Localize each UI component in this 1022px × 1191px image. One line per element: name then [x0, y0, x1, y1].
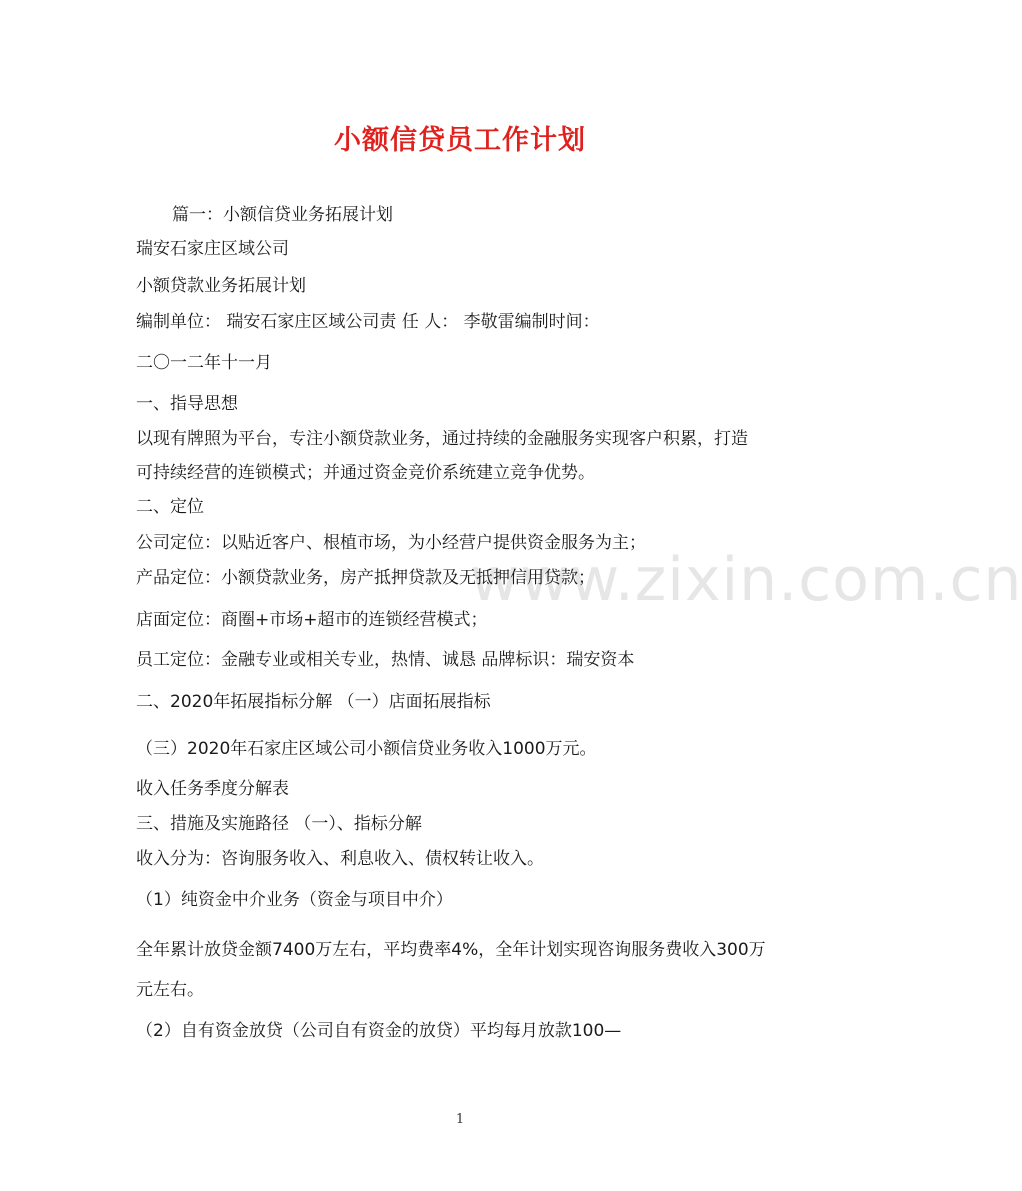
- paragraph-line: 收入分为：咨询服务收入、利息收入、债权转让收入。: [136, 849, 544, 869]
- paragraph-line: 编制单位： 瑞安石家庄区域公司责 任 人： 李敬雷编制时间：: [136, 312, 600, 332]
- paragraph-line: 瑞安石家庄区域公司: [136, 239, 289, 259]
- section-heading: 一、指导思想: [136, 394, 238, 414]
- paragraph-line: 元左右。: [136, 980, 204, 1000]
- paragraph-line: （三）2020年石家庄区域公司小额信贷业务收入1000万元。: [136, 739, 597, 759]
- section-heading: 二、定位: [136, 497, 204, 517]
- paragraph-line: 员工定位：金融专业或相关专业，热情、诚恳 品牌标识：瑞安资本: [136, 650, 635, 670]
- paragraph-line: 产品定位：小额贷款业务，房产抵押贷款及无抵押信用贷款；: [136, 568, 595, 588]
- paragraph-line: 全年累计放贷金额7400万左右，平均费率4%，全年计划实现咨询服务费收入300万: [136, 940, 766, 960]
- section-heading: 二、2020年拓展指标分解 （一）店面拓展指标: [136, 692, 491, 712]
- paragraph-line: 公司定位：以贴近客户、根植市场，为小经营户提供资金服务为主；: [136, 533, 646, 553]
- section-heading: 三、措施及实施路径 （一）、指标分解: [136, 814, 422, 834]
- document-title: 小额信贷员工作计划: [334, 125, 586, 156]
- paragraph-line: 以现有牌照为平台，专注小额贷款业务，通过持续的金融服务实现客户积累，打造: [136, 429, 748, 449]
- paragraph-line: 小额贷款业务拓展计划: [136, 276, 306, 296]
- section-heading: 篇一：小额信贷业务拓展计划: [172, 205, 393, 225]
- paragraph-line: 可持续经营的连锁模式；并通过资金竞价系统建立竞争优势。: [136, 463, 595, 483]
- page-number: 1: [455, 1112, 465, 1127]
- paragraph-line: 收入任务季度分解表: [136, 779, 289, 799]
- paragraph-line: （2）自有资金放贷（公司自有资金的放贷）平均每月放款100—: [136, 1021, 622, 1041]
- watermark: www.zixin.com.cn: [470, 545, 1022, 615]
- paragraph-line: （1）纯资金中介业务（资金与项目中介）: [136, 890, 453, 910]
- paragraph-line: 二〇一二年十一月: [136, 353, 272, 373]
- paragraph-line: 店面定位：商圈+市场+超市的连锁经营模式；: [136, 610, 488, 630]
